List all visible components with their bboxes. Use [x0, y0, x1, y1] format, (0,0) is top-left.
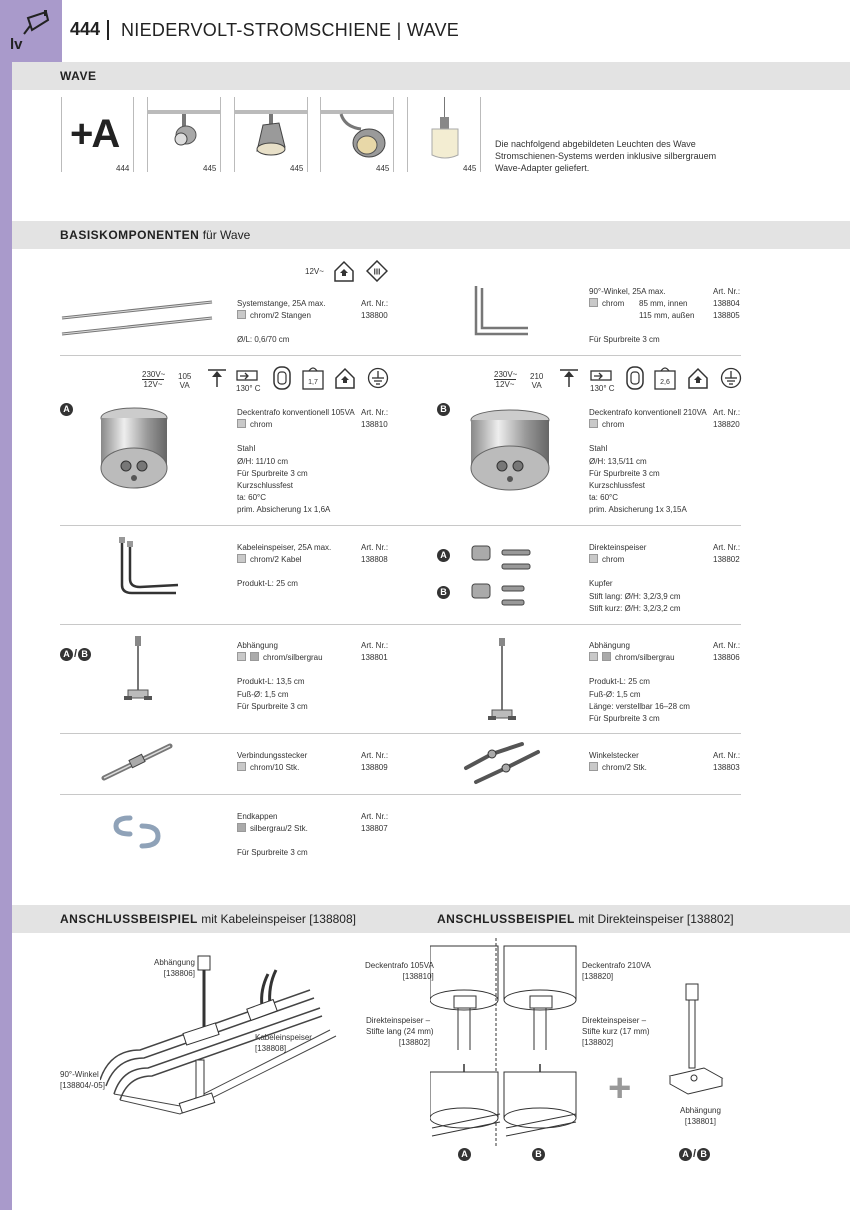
- winkel-info: 90°-Winkel, 25A max. chrom Für Spurbreite 3 cm: [589, 287, 666, 345]
- row-divider: [60, 525, 741, 526]
- color-swatch: [589, 652, 598, 661]
- direkteinspeiser-info: Direkteinspeiser chrom Kupfer Stift lang: Ø/H: 3,2/3,9 cm Stift kurz: Ø/H: 3,2/3,2 cm: [589, 543, 681, 613]
- abhaengung-2-image: [482, 636, 522, 726]
- label-winkel: 90°-Winkel [138804/-05]: [60, 1070, 105, 1090]
- brand-logo: [0, 0, 62, 62]
- color-swatch: [250, 652, 259, 661]
- direkteinspeiser-artnr: Art. Nr.: 138802: [713, 543, 741, 565]
- color-swatch: [589, 298, 598, 307]
- ground-icon: [720, 367, 742, 389]
- color-swatch: [589, 554, 598, 563]
- ceiling-mount-icon: [558, 368, 580, 388]
- spot-lamp-2-image: [235, 97, 307, 163]
- label-kabeleinspeiser: Kabeleinspeiser [138808]: [255, 1033, 312, 1053]
- color-swatch: [602, 652, 611, 661]
- title-separator: [107, 20, 109, 40]
- color-swatch: [237, 419, 246, 428]
- section-title-anschluss-1: ANSCHLUSSBEISPIEL mit Kabeleinspeiser [138808]: [60, 912, 356, 926]
- color-swatch: [237, 554, 246, 563]
- wave-description: Die nachfolgend abgebildeten Leuchten des Wave Stromschienen-Systems werden inklusive silbergrauem Wave-Adapter geliefert.: [495, 139, 717, 173]
- abhaengung-2-artnr: Art. Nr.: 138806: [713, 641, 741, 663]
- transformer-icon: [590, 368, 612, 382]
- label-stifte-lang: Direkteinspeiser – Stifte lang (24 mm) [138802]: [366, 1016, 434, 1047]
- winkel-dims: 85 mm, innen 115 mm, außen: [639, 299, 695, 321]
- badge-b: B: [437, 403, 450, 416]
- logo-text: lv: [10, 36, 23, 53]
- fuse-weight-icon: [302, 365, 324, 391]
- badge-a-b: A / B: [679, 1148, 710, 1161]
- badge-a: A: [437, 549, 450, 562]
- abhaengung-1-artnr: Art. Nr.: 138801: [361, 641, 389, 663]
- section-title-anschluss-2: ANSCHLUSSBEISPIEL mit Direkteinspeiser [138802]: [437, 912, 734, 926]
- indoor-house-icon: [687, 367, 709, 389]
- trafo-a-voltage: 230V~ 12V~: [142, 370, 166, 389]
- row-divider: [60, 733, 741, 734]
- indoor-house-icon: [334, 367, 356, 389]
- page-number: 444: [70, 19, 101, 39]
- trafo-b-va: 210 VA: [530, 372, 544, 390]
- row-divider: [60, 355, 741, 356]
- color-swatch: [237, 310, 246, 319]
- page-title: NIEDERVOLT-STROMSCHIENE | WAVE: [121, 20, 460, 40]
- winkelstecker-artnr: Art. Nr.: 138803: [713, 751, 741, 773]
- adapter-symbol: +A: [70, 112, 119, 156]
- protection-class-3-icon: [366, 260, 388, 282]
- label-abhaengung: Abhängung [138806]: [154, 958, 195, 978]
- spotlight-icon: [18, 10, 52, 36]
- trafo-b-image: [468, 406, 552, 494]
- trafo-a-artnr: Art. Nr.: 138810: [361, 408, 389, 430]
- row-divider: [60, 794, 741, 795]
- section-band-wave: [12, 62, 850, 90]
- abhaengung-1-info: Abhängung chrom/silbergrau Produkt-L: 13,5 cm Fuß-Ø: 1,5 cm Für Spurbreite 3 cm: [237, 641, 323, 711]
- kabeleinspeiser-image: [110, 535, 182, 599]
- voltage-12v: 12V~: [305, 267, 324, 276]
- ground-icon: [367, 367, 389, 389]
- systemstange-artnr: Art. Nr.: 138800: [361, 299, 389, 321]
- label-trafo-b: Deckentrafo 210VA [138820]: [582, 961, 651, 981]
- spot-lamp-3-image: [321, 97, 393, 163]
- spot-lamp-1-image: [148, 97, 220, 163]
- endkappen-artnr: Art. Nr.: 138807: [361, 812, 389, 834]
- color-swatch: [589, 419, 598, 428]
- winkelstecker-info: Winkelstecker chrom/2 Stk.: [589, 751, 647, 773]
- trafo-b-voltage: 230V~ 12V~: [494, 370, 518, 389]
- section-title-wave: WAVE: [60, 69, 97, 83]
- badge-a: A: [458, 1148, 471, 1161]
- color-swatch: [589, 762, 598, 771]
- trafo-b-temp: 130° C: [590, 384, 615, 393]
- color-swatch: [237, 823, 246, 832]
- trafo-a-info: Deckentrafo konventionell 105VA chrom Stahl Ø/H: 11/10 cm Für Spurbreite 3 cm Kurzschlussfest ta: 60°C prim. Absicherung 1x 1,6A: [237, 408, 355, 515]
- winkel-artnr: Art. Nr.: 138804 138805: [713, 287, 741, 321]
- abhaengung-1-image: [118, 634, 158, 706]
- thermal-protection-icon: [273, 366, 291, 390]
- tile-page: 444: [116, 164, 130, 173]
- trafo-a-temp: 130° C: [236, 384, 261, 393]
- section-title-basis: BASISKOMPONENTEN für Wave: [60, 228, 251, 242]
- tile-page: 445: [463, 164, 477, 173]
- thermal-protection-icon: [626, 366, 644, 390]
- fuse-weight-icon: [654, 365, 676, 391]
- direkteinspeiser-image: [466, 540, 536, 612]
- tile-page: 445: [203, 164, 217, 173]
- badge-a-b: A / B: [60, 648, 91, 661]
- systemstange-info: Systemstange, 25A max. chrom/2 Stangen Ø/L: 0,6/70 cm: [237, 299, 326, 345]
- abhaengung-2-info: Abhängung chrom/silbergrau Produkt-L: 25 cm Fuß-Ø: 1,5 cm Länge: verstellbar 16–28 cm Für Spurbreite 3 cm: [589, 641, 690, 724]
- label-abhaengung-2: Abhängung [138801]: [680, 1106, 721, 1126]
- anschluss-2-abhaengung: [664, 982, 724, 1100]
- systemstange-image: [60, 296, 215, 340]
- sidebar-stripe: [0, 0, 12, 1210]
- indoor-house-icon: [333, 260, 355, 282]
- endkappen-image: [112, 812, 164, 850]
- trafo-a-fuse: 1,7: [308, 379, 318, 386]
- color-swatch: [237, 652, 246, 661]
- row-divider: [60, 624, 741, 625]
- plus-sign: +: [608, 1066, 632, 1110]
- label-stifte-kurz: Direkteinspeiser – Stifte kurz (17 mm) [138802]: [582, 1016, 650, 1047]
- badge-b: B: [437, 586, 450, 599]
- pendant-lamp-image: [408, 97, 480, 163]
- winkel-image: [470, 282, 532, 342]
- tile-page: 445: [376, 164, 390, 173]
- color-swatch: [237, 762, 246, 771]
- verbindungsstecker-artnr: Art. Nr.: 138809: [361, 751, 389, 773]
- winkelstecker-image: [462, 740, 542, 786]
- tile-page: 445: [290, 164, 304, 173]
- ceiling-mount-icon: [206, 368, 228, 388]
- badge-a: A: [60, 403, 73, 416]
- kabeleinspeiser-artnr: Art. Nr.: 138808: [361, 543, 389, 565]
- svg-text:III: III: [373, 267, 381, 277]
- label-trafo-a: Deckentrafo 105VA [138810]: [365, 961, 434, 981]
- trafo-b-artnr: Art. Nr.: 138820: [713, 408, 741, 430]
- transformer-icon: [236, 368, 258, 382]
- trafo-b-info: Deckentrafo konventionell 210VA chrom Stahl Ø/H: 13,5/11 cm Für Spurbreite 3 cm Kurzschlussfest ta: 60°C prim. Absicherung 1x 3,15A: [589, 408, 707, 515]
- verbindungsstecker-info: Verbindungsstecker chrom/10 Stk.: [237, 751, 308, 773]
- endkappen-info: Endkappen silbergrau/2 Stk. Für Spurbreite 3 cm: [237, 812, 308, 858]
- anschluss-2-diagram: [430, 938, 590, 1148]
- verbindungsstecker-image: [100, 742, 174, 782]
- trafo-a-va: 105 VA: [178, 372, 192, 390]
- badge-b: B: [532, 1148, 545, 1161]
- kabeleinspeiser-info: Kabeleinspeiser, 25A max. chrom/2 Kabel Produkt-L: 25 cm: [237, 543, 332, 589]
- trafo-b-fuse: 2,6: [660, 379, 670, 386]
- trafo-a-image: [98, 404, 170, 492]
